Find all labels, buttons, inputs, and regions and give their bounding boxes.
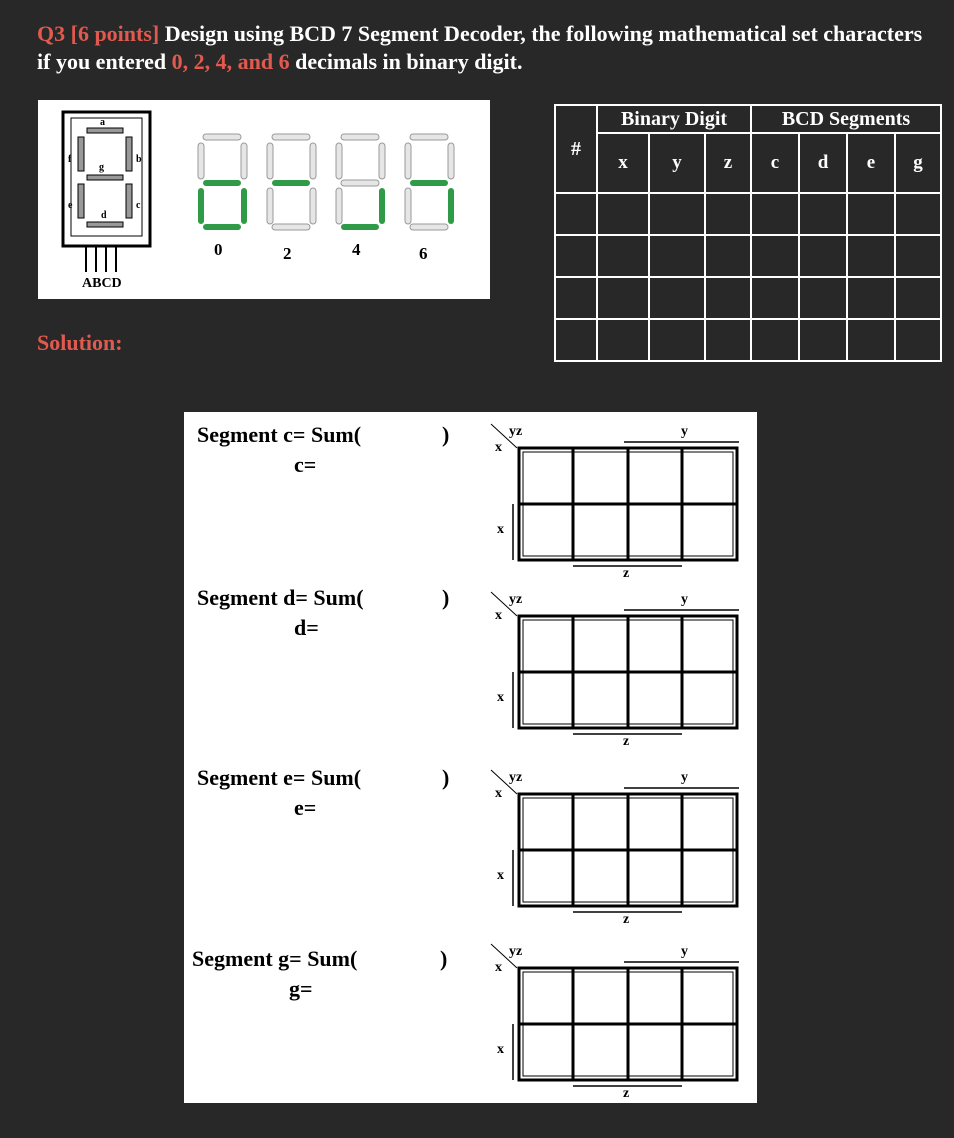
question-body-1: Design using BCD 7 Segment Decoder, the following mathematical set characters if you entered — [37, 21, 923, 74]
table-row — [555, 277, 941, 319]
letter-a: a — [100, 117, 105, 128]
letter-g: g — [99, 162, 104, 173]
hash-header: # — [555, 105, 597, 193]
kmap-g-x-top: x — [495, 960, 502, 975]
ref-seg-c — [126, 184, 132, 218]
kmap-d-x-side: x — [497, 690, 504, 705]
letter-d: d — [101, 210, 107, 221]
digit-label-2: 2 — [283, 244, 292, 263]
kmap-e-svg — [489, 768, 749, 928]
segment-e-sum: Segment e= Sum( — [197, 765, 362, 790]
kmap-g-yz: yz — [509, 944, 523, 959]
kmap-g-x-side: x — [497, 1042, 504, 1057]
col-g: g — [895, 133, 941, 193]
kmap-g-z: z — [623, 1086, 630, 1101]
kmap-d-yz: yz — [509, 592, 523, 607]
segment-e-lhs: e= — [294, 795, 317, 820]
kmap-c — [489, 422, 749, 582]
ref-seg-g — [87, 175, 123, 180]
kmap-c-x-top: x — [495, 440, 502, 455]
kmap-e-x-top: x — [495, 786, 502, 801]
seven-segment-diagram — [38, 100, 490, 299]
kmap-c-x-side: x — [497, 522, 504, 537]
segment-d-close: ) — [442, 585, 450, 610]
kmap-e-z: z — [623, 912, 630, 927]
kmap-e-y: y — [681, 770, 688, 785]
segment-c-sum: Segment c= Sum( — [197, 422, 362, 447]
col-e: e — [847, 133, 895, 193]
ref-seg-a — [87, 128, 123, 133]
segment-d-sum: Segment d= Sum( — [197, 585, 364, 610]
digit-0-display — [198, 134, 247, 230]
ref-seg-b — [126, 137, 132, 171]
question-text — [37, 20, 937, 76]
kmap-d-y: y — [681, 592, 688, 607]
question-body-2: decimals in binary digit. — [289, 49, 523, 74]
inputs-label: ABCD — [82, 276, 122, 291]
col-y: y — [649, 133, 705, 193]
ref-seg-e — [78, 184, 84, 218]
kmap-d — [489, 590, 749, 750]
col-x: x — [597, 133, 649, 193]
letter-e: e — [68, 200, 73, 211]
table-row — [555, 319, 941, 361]
kmap-c-z: z — [623, 566, 630, 581]
table-row — [555, 235, 941, 277]
kmap-c-yz: yz — [509, 424, 523, 439]
kmap-g — [489, 942, 749, 1102]
kmap-c-svg — [489, 422, 749, 582]
digit-label-6: 6 — [419, 244, 428, 263]
letter-b: b — [136, 154, 142, 165]
letter-c: c — [136, 200, 141, 211]
segment-g-lhs: g= — [289, 976, 313, 1001]
segment-d-lhs: d= — [294, 615, 319, 640]
col-d: d — [799, 133, 847, 193]
ref-seg-f — [78, 137, 84, 171]
bcd-segments-header: BCD Segments — [751, 105, 941, 133]
solution-box — [184, 412, 757, 1103]
kmap-g-svg — [489, 942, 749, 1102]
segment-g-close: ) — [440, 946, 448, 971]
question-values: 0, 2, 4, and 6 — [171, 49, 290, 74]
ref-seg-d — [87, 222, 123, 227]
kmap-g-y: y — [681, 944, 688, 959]
kmap-e-x-side: x — [497, 868, 504, 883]
kmap-e — [489, 768, 749, 928]
digit-label-0: 0 — [214, 240, 223, 259]
kmap-e-yz: yz — [509, 770, 523, 785]
seven-segment-svg — [38, 100, 490, 299]
digit-4-display — [336, 134, 385, 230]
digit-label-4: 4 — [352, 240, 361, 259]
segment-c-lhs: c= — [294, 452, 317, 477]
letter-f: f — [68, 154, 72, 165]
digit-2-display — [267, 134, 316, 230]
kmap-d-x-top: x — [495, 608, 502, 623]
segment-g-sum: Segment g= Sum( — [192, 946, 358, 971]
kmap-d-svg — [489, 590, 749, 750]
binary-digit-header: Binary Digit — [597, 105, 751, 133]
question-points: Q3 [6 points] — [37, 21, 160, 46]
segment-e-close: ) — [442, 765, 450, 790]
col-c: c — [751, 133, 799, 193]
digit-6-display — [405, 134, 454, 230]
table-row — [555, 193, 941, 235]
kmap-c-y: y — [681, 424, 688, 439]
solution-label: Solution: — [37, 330, 123, 355]
kmap-d-z: z — [623, 734, 630, 749]
truth-table — [554, 104, 942, 362]
segment-c-close: ) — [442, 422, 450, 447]
col-z: z — [705, 133, 751, 193]
